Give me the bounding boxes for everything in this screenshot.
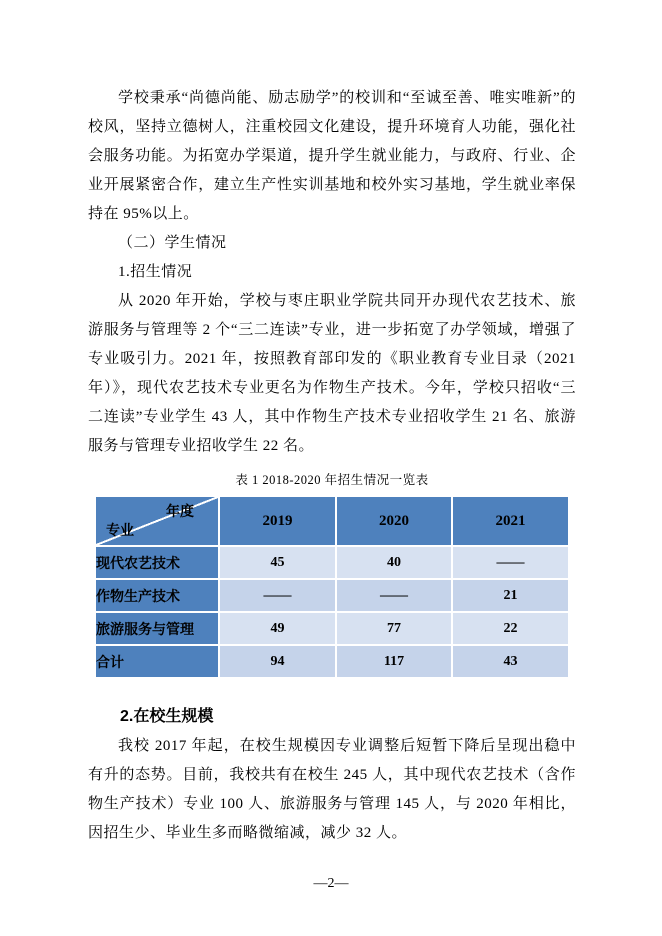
cell-value: 45 (219, 546, 336, 579)
table-row-modern-agritech (95, 546, 569, 579)
cell-value: 77 (336, 612, 452, 645)
column-header-2020: 2020 (336, 496, 452, 546)
row-label: 现代农艺技术 (95, 546, 219, 579)
cell-value: 40 (336, 546, 452, 579)
table-header-row (95, 496, 569, 546)
table-caption: 表 1 2018-2020 年招生情况一览表 (235, 473, 429, 487)
cell-value: 43 (452, 645, 569, 678)
subsection-heading-school-scale: 2.在校生规模 (120, 708, 214, 725)
paragraph-school-motto: 学校秉承“尚德尚能、励志励学”的校训和“至诚至善、唯实唯新”的校风，坚持立德树人，注重校园文化建设，提升环境育人功能，强化社会服务功能。为拓宽办学渠道，提升学生就业能力，与政府、行业、企业开展紧密合作，建立生产性实训基地和校外实习基地，学生就业率保持在 95%以上。 (88, 90, 576, 222)
paragraph-enrollment-detail: 从 2020 年开始，学校与枣庄职业学院共同开办现代农艺技术、旅游服务与管理等 2 个“三二连读”专业，进一步拓宽了办学领域，增强了专业吸引力。2021 年，按照教育部印发的《职业教育专业目录（2021年）》，现代农艺技术专业更名为作物生产技术。今年，学校只招收“三二连读”专业学生 43 人，其中作物生产技术专业招收学生 21 名、旅游服务与管理专业招收学生 22 名。 (88, 293, 576, 454)
cell-value: 117 (336, 645, 452, 678)
table-row-tourism-service (95, 612, 569, 645)
cell-value: 49 (219, 612, 336, 645)
table-row-crop-production (95, 579, 569, 612)
cell-value: 22 (452, 612, 569, 645)
cell-value: 94 (219, 645, 336, 678)
subsection-heading-enrollment: 1.招生情况 (118, 264, 193, 280)
section-heading-student-situation: （二）学生情况 (118, 235, 227, 251)
page-number: —2— (313, 876, 349, 891)
enrollment-table (94, 495, 570, 679)
row-label: 合计 (95, 645, 219, 678)
cell-value: —— (336, 579, 452, 612)
corner-label-year: 年度 (166, 503, 194, 519)
row-label: 旅游服务与管理 (95, 612, 219, 645)
corner-label-major: 专业 (106, 522, 134, 538)
cell-value: —— (219, 579, 336, 612)
column-header-2019: 2019 (219, 496, 336, 546)
cell-value: 21 (452, 579, 569, 612)
cell-value: —— (452, 546, 569, 579)
paragraph-school-scale: 我校 2017 年起，在校生规模因专业调整后短暂下降后呈现出稳中有升的态势。目前，我校共有在校生 245 人，其中现代农艺技术（含作物生产技术）专业 100 人、旅游服务与管理 145 人，与 2020 年相比，因招生少、毕业生多而略微缩减，减少 32 人。 (88, 738, 576, 841)
table-row-total (95, 645, 569, 678)
table-corner-cell (95, 496, 219, 546)
column-header-2021: 2021 (452, 496, 569, 546)
row-label: 作物生产技术 (95, 579, 219, 612)
